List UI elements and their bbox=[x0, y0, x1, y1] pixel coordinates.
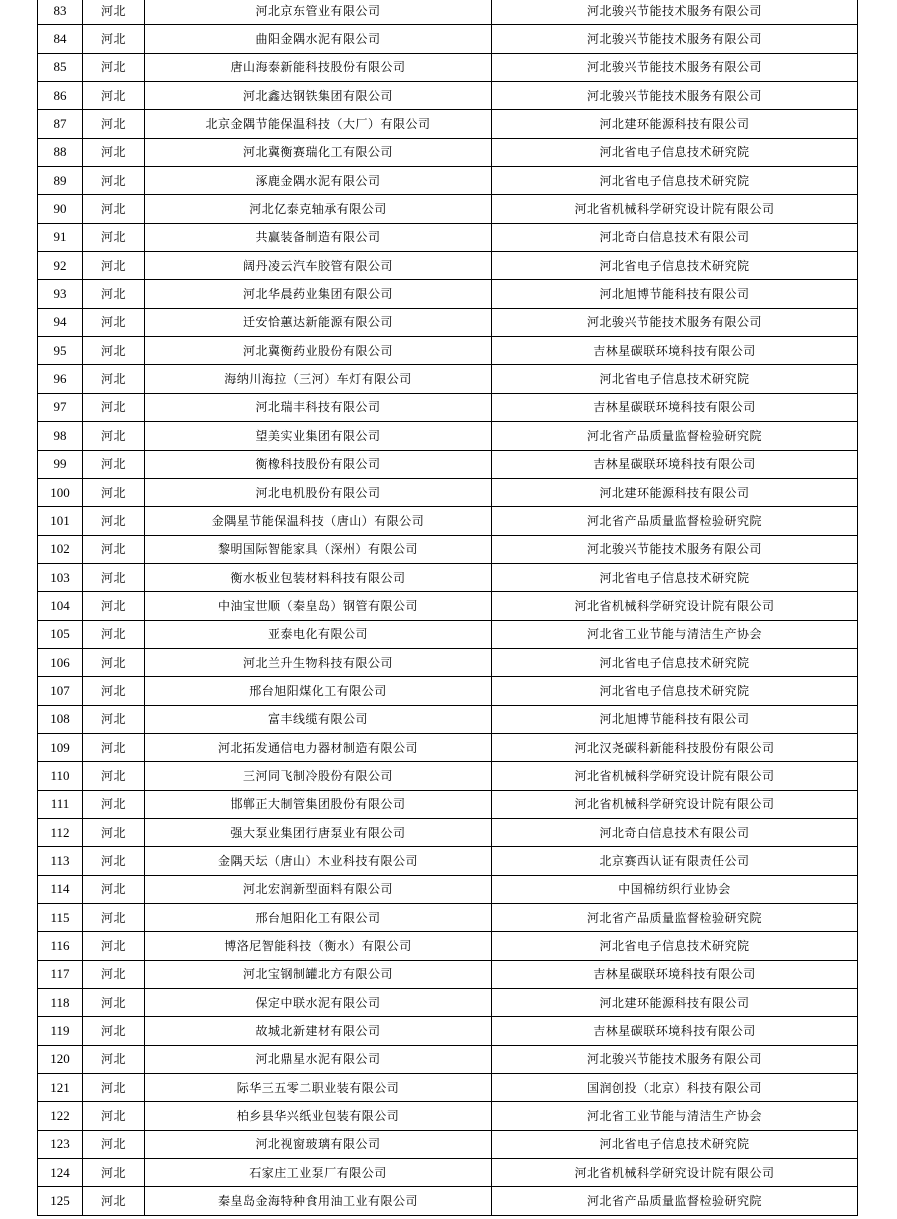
table-row bbox=[38, 960, 858, 988]
table-row bbox=[38, 932, 858, 960]
table-row bbox=[38, 563, 858, 591]
table-row bbox=[38, 25, 858, 53]
province-cell: 河北 bbox=[83, 818, 145, 846]
institution-name-cell: 河北骏兴节能技术服务有限公司 bbox=[492, 535, 858, 563]
enterprise-name-cell: 强大泵业集团行唐泵业有限公司 bbox=[145, 818, 492, 846]
institution-name-cell: 中国棉纺织行业协会 bbox=[492, 875, 858, 903]
row-number-cell: 92 bbox=[38, 252, 83, 280]
institution-name-cell: 河北省工业节能与清洁生产协会 bbox=[492, 620, 858, 648]
enterprise-name-cell: 河北拓发通信电力器材制造有限公司 bbox=[145, 733, 492, 761]
institution-name-cell: 河北奇白信息技术有限公司 bbox=[492, 223, 858, 251]
institution-name-cell: 河北建环能源科技有限公司 bbox=[492, 989, 858, 1017]
institution-name-cell: 河北省机械科学研究设计院有限公司 bbox=[492, 592, 858, 620]
institution-name-cell: 河北省产品质量监督检验研究院 bbox=[492, 904, 858, 932]
table-row bbox=[38, 252, 858, 280]
table-row bbox=[38, 478, 858, 506]
table-row bbox=[38, 818, 858, 846]
table-row bbox=[38, 1187, 858, 1215]
institution-name-cell: 吉林星碳联环境科技有限公司 bbox=[492, 393, 858, 421]
province-cell: 河北 bbox=[83, 110, 145, 138]
province-cell: 河北 bbox=[83, 705, 145, 733]
enterprise-name-cell: 河北宏润新型面料有限公司 bbox=[145, 875, 492, 903]
institution-name-cell: 河北旭博节能科技有限公司 bbox=[492, 705, 858, 733]
row-number-cell: 110 bbox=[38, 762, 83, 790]
table-row bbox=[38, 592, 858, 620]
province-cell: 河北 bbox=[83, 337, 145, 365]
province-cell: 河北 bbox=[83, 535, 145, 563]
row-number-cell: 120 bbox=[38, 1045, 83, 1073]
province-cell: 河北 bbox=[83, 1074, 145, 1102]
table-row bbox=[38, 0, 858, 25]
province-cell: 河北 bbox=[83, 450, 145, 478]
enterprise-name-cell: 石家庄工业泵厂有限公司 bbox=[145, 1159, 492, 1187]
table-row bbox=[38, 422, 858, 450]
row-number-cell: 109 bbox=[38, 733, 83, 761]
table-row bbox=[38, 762, 858, 790]
province-cell: 河北 bbox=[83, 989, 145, 1017]
province-cell: 河北 bbox=[83, 223, 145, 251]
row-number-cell: 122 bbox=[38, 1102, 83, 1130]
institution-name-cell: 河北省机械科学研究设计院有限公司 bbox=[492, 195, 858, 223]
enterprise-name-cell: 衡橡科技股份有限公司 bbox=[145, 450, 492, 478]
row-number-cell: 105 bbox=[38, 620, 83, 648]
enterprise-name-cell: 邯郸正大制管集团股份有限公司 bbox=[145, 790, 492, 818]
province-cell: 河北 bbox=[83, 592, 145, 620]
enterprise-name-cell: 衡水板业包装材料科技有限公司 bbox=[145, 563, 492, 591]
row-number-cell: 108 bbox=[38, 705, 83, 733]
row-number-cell: 113 bbox=[38, 847, 83, 875]
enterprise-name-cell: 金隅星节能保温科技（唐山）有限公司 bbox=[145, 507, 492, 535]
table-row bbox=[38, 847, 858, 875]
row-number-cell: 99 bbox=[38, 450, 83, 478]
table-row bbox=[38, 1130, 858, 1158]
enterprise-name-cell: 河北亿泰克轴承有限公司 bbox=[145, 195, 492, 223]
enterprise-name-cell: 河北瑞丰科技有限公司 bbox=[145, 393, 492, 421]
enterprise-list-table bbox=[37, 0, 858, 1216]
enterprise-name-cell: 际华三五零二职业装有限公司 bbox=[145, 1074, 492, 1102]
province-cell: 河北 bbox=[83, 648, 145, 676]
enterprise-name-cell: 河北兰升生物科技有限公司 bbox=[145, 648, 492, 676]
row-number-cell: 102 bbox=[38, 535, 83, 563]
row-number-cell: 98 bbox=[38, 422, 83, 450]
enterprise-name-cell: 河北华晨药业集团有限公司 bbox=[145, 280, 492, 308]
row-number-cell: 124 bbox=[38, 1159, 83, 1187]
enterprise-name-cell: 河北冀衡赛瑞化工有限公司 bbox=[145, 138, 492, 166]
institution-name-cell: 吉林星碳联环境科技有限公司 bbox=[492, 960, 858, 988]
enterprise-name-cell: 河北鑫达钢铁集团有限公司 bbox=[145, 82, 492, 110]
row-number-cell: 86 bbox=[38, 82, 83, 110]
institution-name-cell: 河北省机械科学研究设计院有限公司 bbox=[492, 1159, 858, 1187]
table-row bbox=[38, 1017, 858, 1045]
institution-name-cell: 河北骏兴节能技术服务有限公司 bbox=[492, 0, 858, 25]
table-row bbox=[38, 393, 858, 421]
institution-name-cell: 河北省电子信息技术研究院 bbox=[492, 167, 858, 195]
table-row bbox=[38, 677, 858, 705]
province-cell: 河北 bbox=[83, 82, 145, 110]
province-cell: 河北 bbox=[83, 904, 145, 932]
table-row bbox=[38, 365, 858, 393]
province-cell: 河北 bbox=[83, 1102, 145, 1130]
institution-name-cell: 河北省产品质量监督检验研究院 bbox=[492, 507, 858, 535]
province-cell: 河北 bbox=[83, 308, 145, 336]
row-number-cell: 88 bbox=[38, 138, 83, 166]
province-cell: 河北 bbox=[83, 478, 145, 506]
province-cell: 河北 bbox=[83, 847, 145, 875]
institution-name-cell: 河北省机械科学研究设计院有限公司 bbox=[492, 762, 858, 790]
row-number-cell: 116 bbox=[38, 932, 83, 960]
province-cell: 河北 bbox=[83, 393, 145, 421]
enterprise-name-cell: 河北电机股份有限公司 bbox=[145, 478, 492, 506]
enterprise-name-cell: 河北冀衡药业股份有限公司 bbox=[145, 337, 492, 365]
enterprise-name-cell: 阔丹凌云汽车胶管有限公司 bbox=[145, 252, 492, 280]
institution-name-cell: 河北建环能源科技有限公司 bbox=[492, 110, 858, 138]
table-row bbox=[38, 1045, 858, 1073]
province-cell: 河北 bbox=[83, 195, 145, 223]
row-number-cell: 103 bbox=[38, 563, 83, 591]
institution-name-cell: 河北省电子信息技术研究院 bbox=[492, 365, 858, 393]
enterprise-name-cell: 曲阳金隅水泥有限公司 bbox=[145, 25, 492, 53]
institution-name-cell: 河北汉尧碳科新能科技股份有限公司 bbox=[492, 733, 858, 761]
institution-name-cell: 河北骏兴节能技术服务有限公司 bbox=[492, 82, 858, 110]
institution-name-cell: 河北省机械科学研究设计院有限公司 bbox=[492, 790, 858, 818]
institution-name-cell: 河北建环能源科技有限公司 bbox=[492, 478, 858, 506]
province-cell: 河北 bbox=[83, 138, 145, 166]
institution-name-cell: 河北骏兴节能技术服务有限公司 bbox=[492, 53, 858, 81]
row-number-cell: 101 bbox=[38, 507, 83, 535]
row-number-cell: 106 bbox=[38, 648, 83, 676]
institution-name-cell: 吉林星碳联环境科技有限公司 bbox=[492, 337, 858, 365]
table-row bbox=[38, 535, 858, 563]
province-cell: 河北 bbox=[83, 677, 145, 705]
table-row bbox=[38, 790, 858, 818]
province-cell: 河北 bbox=[83, 1045, 145, 1073]
institution-name-cell: 河北省产品质量监督检验研究院 bbox=[492, 422, 858, 450]
enterprise-name-cell: 三河同飞制冷股份有限公司 bbox=[145, 762, 492, 790]
row-number-cell: 111 bbox=[38, 790, 83, 818]
table-row bbox=[38, 904, 858, 932]
enterprise-name-cell: 唐山海泰新能科技股份有限公司 bbox=[145, 53, 492, 81]
enterprise-name-cell: 金隅天坛（唐山）木业科技有限公司 bbox=[145, 847, 492, 875]
enterprise-name-cell: 涿鹿金隅水泥有限公司 bbox=[145, 167, 492, 195]
province-cell: 河北 bbox=[83, 422, 145, 450]
enterprise-name-cell: 博洛尼智能科技（衡水）有限公司 bbox=[145, 932, 492, 960]
row-number-cell: 89 bbox=[38, 167, 83, 195]
enterprise-name-cell: 河北视窗玻璃有限公司 bbox=[145, 1130, 492, 1158]
enterprise-name-cell: 海纳川海拉（三河）车灯有限公司 bbox=[145, 365, 492, 393]
table-row bbox=[38, 705, 858, 733]
table-row bbox=[38, 507, 858, 535]
institution-name-cell: 河北省电子信息技术研究院 bbox=[492, 252, 858, 280]
province-cell: 河北 bbox=[83, 0, 145, 25]
table-row bbox=[38, 337, 858, 365]
table-row bbox=[38, 1074, 858, 1102]
enterprise-name-cell: 河北京东管业有限公司 bbox=[145, 0, 492, 25]
institution-name-cell: 河北省电子信息技术研究院 bbox=[492, 648, 858, 676]
province-cell: 河北 bbox=[83, 1017, 145, 1045]
institution-name-cell: 河北省产品质量监督检验研究院 bbox=[492, 1187, 858, 1215]
row-number-cell: 117 bbox=[38, 960, 83, 988]
table-row bbox=[38, 195, 858, 223]
row-number-cell: 95 bbox=[38, 337, 83, 365]
table-row bbox=[38, 82, 858, 110]
institution-name-cell: 吉林星碳联环境科技有限公司 bbox=[492, 1017, 858, 1045]
table-row bbox=[38, 450, 858, 478]
row-number-cell: 94 bbox=[38, 308, 83, 336]
enterprise-name-cell: 北京金隅节能保温科技（大厂）有限公司 bbox=[145, 110, 492, 138]
province-cell: 河北 bbox=[83, 620, 145, 648]
row-number-cell: 119 bbox=[38, 1017, 83, 1045]
institution-name-cell: 国润创投（北京）科技有限公司 bbox=[492, 1074, 858, 1102]
table-row bbox=[38, 138, 858, 166]
row-number-cell: 87 bbox=[38, 110, 83, 138]
enterprise-name-cell: 中油宝世顺（秦皇岛）钢管有限公司 bbox=[145, 592, 492, 620]
province-cell: 河北 bbox=[83, 1159, 145, 1187]
province-cell: 河北 bbox=[83, 875, 145, 903]
table-row bbox=[38, 223, 858, 251]
province-cell: 河北 bbox=[83, 365, 145, 393]
row-number-cell: 125 bbox=[38, 1187, 83, 1215]
row-number-cell: 93 bbox=[38, 280, 83, 308]
province-cell: 河北 bbox=[83, 1130, 145, 1158]
table-row bbox=[38, 280, 858, 308]
row-number-cell: 84 bbox=[38, 25, 83, 53]
row-number-cell: 83 bbox=[38, 0, 83, 25]
institution-name-cell: 吉林星碳联环境科技有限公司 bbox=[492, 450, 858, 478]
province-cell: 河北 bbox=[83, 563, 145, 591]
enterprise-name-cell: 邢台旭阳煤化工有限公司 bbox=[145, 677, 492, 705]
row-number-cell: 100 bbox=[38, 478, 83, 506]
province-cell: 河北 bbox=[83, 762, 145, 790]
row-number-cell: 112 bbox=[38, 818, 83, 846]
enterprise-name-cell: 柏乡县华兴纸业包装有限公司 bbox=[145, 1102, 492, 1130]
enterprise-name-cell: 故城北新建材有限公司 bbox=[145, 1017, 492, 1045]
table-row bbox=[38, 648, 858, 676]
institution-name-cell: 河北省电子信息技术研究院 bbox=[492, 138, 858, 166]
enterprise-name-cell: 河北鼎星水泥有限公司 bbox=[145, 1045, 492, 1073]
table-row bbox=[38, 989, 858, 1017]
row-number-cell: 115 bbox=[38, 904, 83, 932]
province-cell: 河北 bbox=[83, 733, 145, 761]
province-cell: 河北 bbox=[83, 507, 145, 535]
row-number-cell: 107 bbox=[38, 677, 83, 705]
enterprise-name-cell: 河北宝钢制罐北方有限公司 bbox=[145, 960, 492, 988]
row-number-cell: 85 bbox=[38, 53, 83, 81]
institution-name-cell: 河北省电子信息技术研究院 bbox=[492, 932, 858, 960]
row-number-cell: 118 bbox=[38, 989, 83, 1017]
institution-name-cell: 河北奇白信息技术有限公司 bbox=[492, 818, 858, 846]
province-cell: 河北 bbox=[83, 280, 145, 308]
row-number-cell: 121 bbox=[38, 1074, 83, 1102]
institution-name-cell: 河北省电子信息技术研究院 bbox=[492, 563, 858, 591]
institution-name-cell: 河北省电子信息技术研究院 bbox=[492, 1130, 858, 1158]
table-row bbox=[38, 110, 858, 138]
table-row bbox=[38, 875, 858, 903]
enterprise-name-cell: 望美实业集团有限公司 bbox=[145, 422, 492, 450]
province-cell: 河北 bbox=[83, 790, 145, 818]
row-number-cell: 114 bbox=[38, 875, 83, 903]
institution-name-cell: 河北省工业节能与清洁生产协会 bbox=[492, 1102, 858, 1130]
table-row bbox=[38, 1102, 858, 1130]
table-row bbox=[38, 733, 858, 761]
enterprise-name-cell: 黎明国际智能家具（深州）有限公司 bbox=[145, 535, 492, 563]
table-row bbox=[38, 167, 858, 195]
enterprise-name-cell: 迁安恰蕙达新能源有限公司 bbox=[145, 308, 492, 336]
row-number-cell: 123 bbox=[38, 1130, 83, 1158]
row-number-cell: 90 bbox=[38, 195, 83, 223]
province-cell: 河北 bbox=[83, 252, 145, 280]
province-cell: 河北 bbox=[83, 932, 145, 960]
table-row bbox=[38, 53, 858, 81]
row-number-cell: 96 bbox=[38, 365, 83, 393]
province-cell: 河北 bbox=[83, 960, 145, 988]
enterprise-name-cell: 富丰线缆有限公司 bbox=[145, 705, 492, 733]
province-cell: 河北 bbox=[83, 25, 145, 53]
enterprise-name-cell: 保定中联水泥有限公司 bbox=[145, 989, 492, 1017]
province-cell: 河北 bbox=[83, 53, 145, 81]
institution-name-cell: 河北骏兴节能技术服务有限公司 bbox=[492, 25, 858, 53]
table-row bbox=[38, 620, 858, 648]
institution-name-cell: 河北省电子信息技术研究院 bbox=[492, 677, 858, 705]
institution-name-cell: 河北骏兴节能技术服务有限公司 bbox=[492, 308, 858, 336]
enterprise-name-cell: 亚泰电化有限公司 bbox=[145, 620, 492, 648]
province-cell: 河北 bbox=[83, 167, 145, 195]
row-number-cell: 97 bbox=[38, 393, 83, 421]
institution-name-cell: 北京赛西认证有限责任公司 bbox=[492, 847, 858, 875]
enterprise-name-cell: 邢台旭阳化工有限公司 bbox=[145, 904, 492, 932]
table-row bbox=[38, 1159, 858, 1187]
row-number-cell: 104 bbox=[38, 592, 83, 620]
row-number-cell: 91 bbox=[38, 223, 83, 251]
table-body bbox=[38, 0, 858, 1215]
enterprise-name-cell: 秦皇岛金海特种食用油工业有限公司 bbox=[145, 1187, 492, 1215]
institution-name-cell: 河北旭博节能科技有限公司 bbox=[492, 280, 858, 308]
table-row bbox=[38, 308, 858, 336]
institution-name-cell: 河北骏兴节能技术服务有限公司 bbox=[492, 1045, 858, 1073]
enterprise-name-cell: 共赢装备制造有限公司 bbox=[145, 223, 492, 251]
province-cell: 河北 bbox=[83, 1187, 145, 1215]
